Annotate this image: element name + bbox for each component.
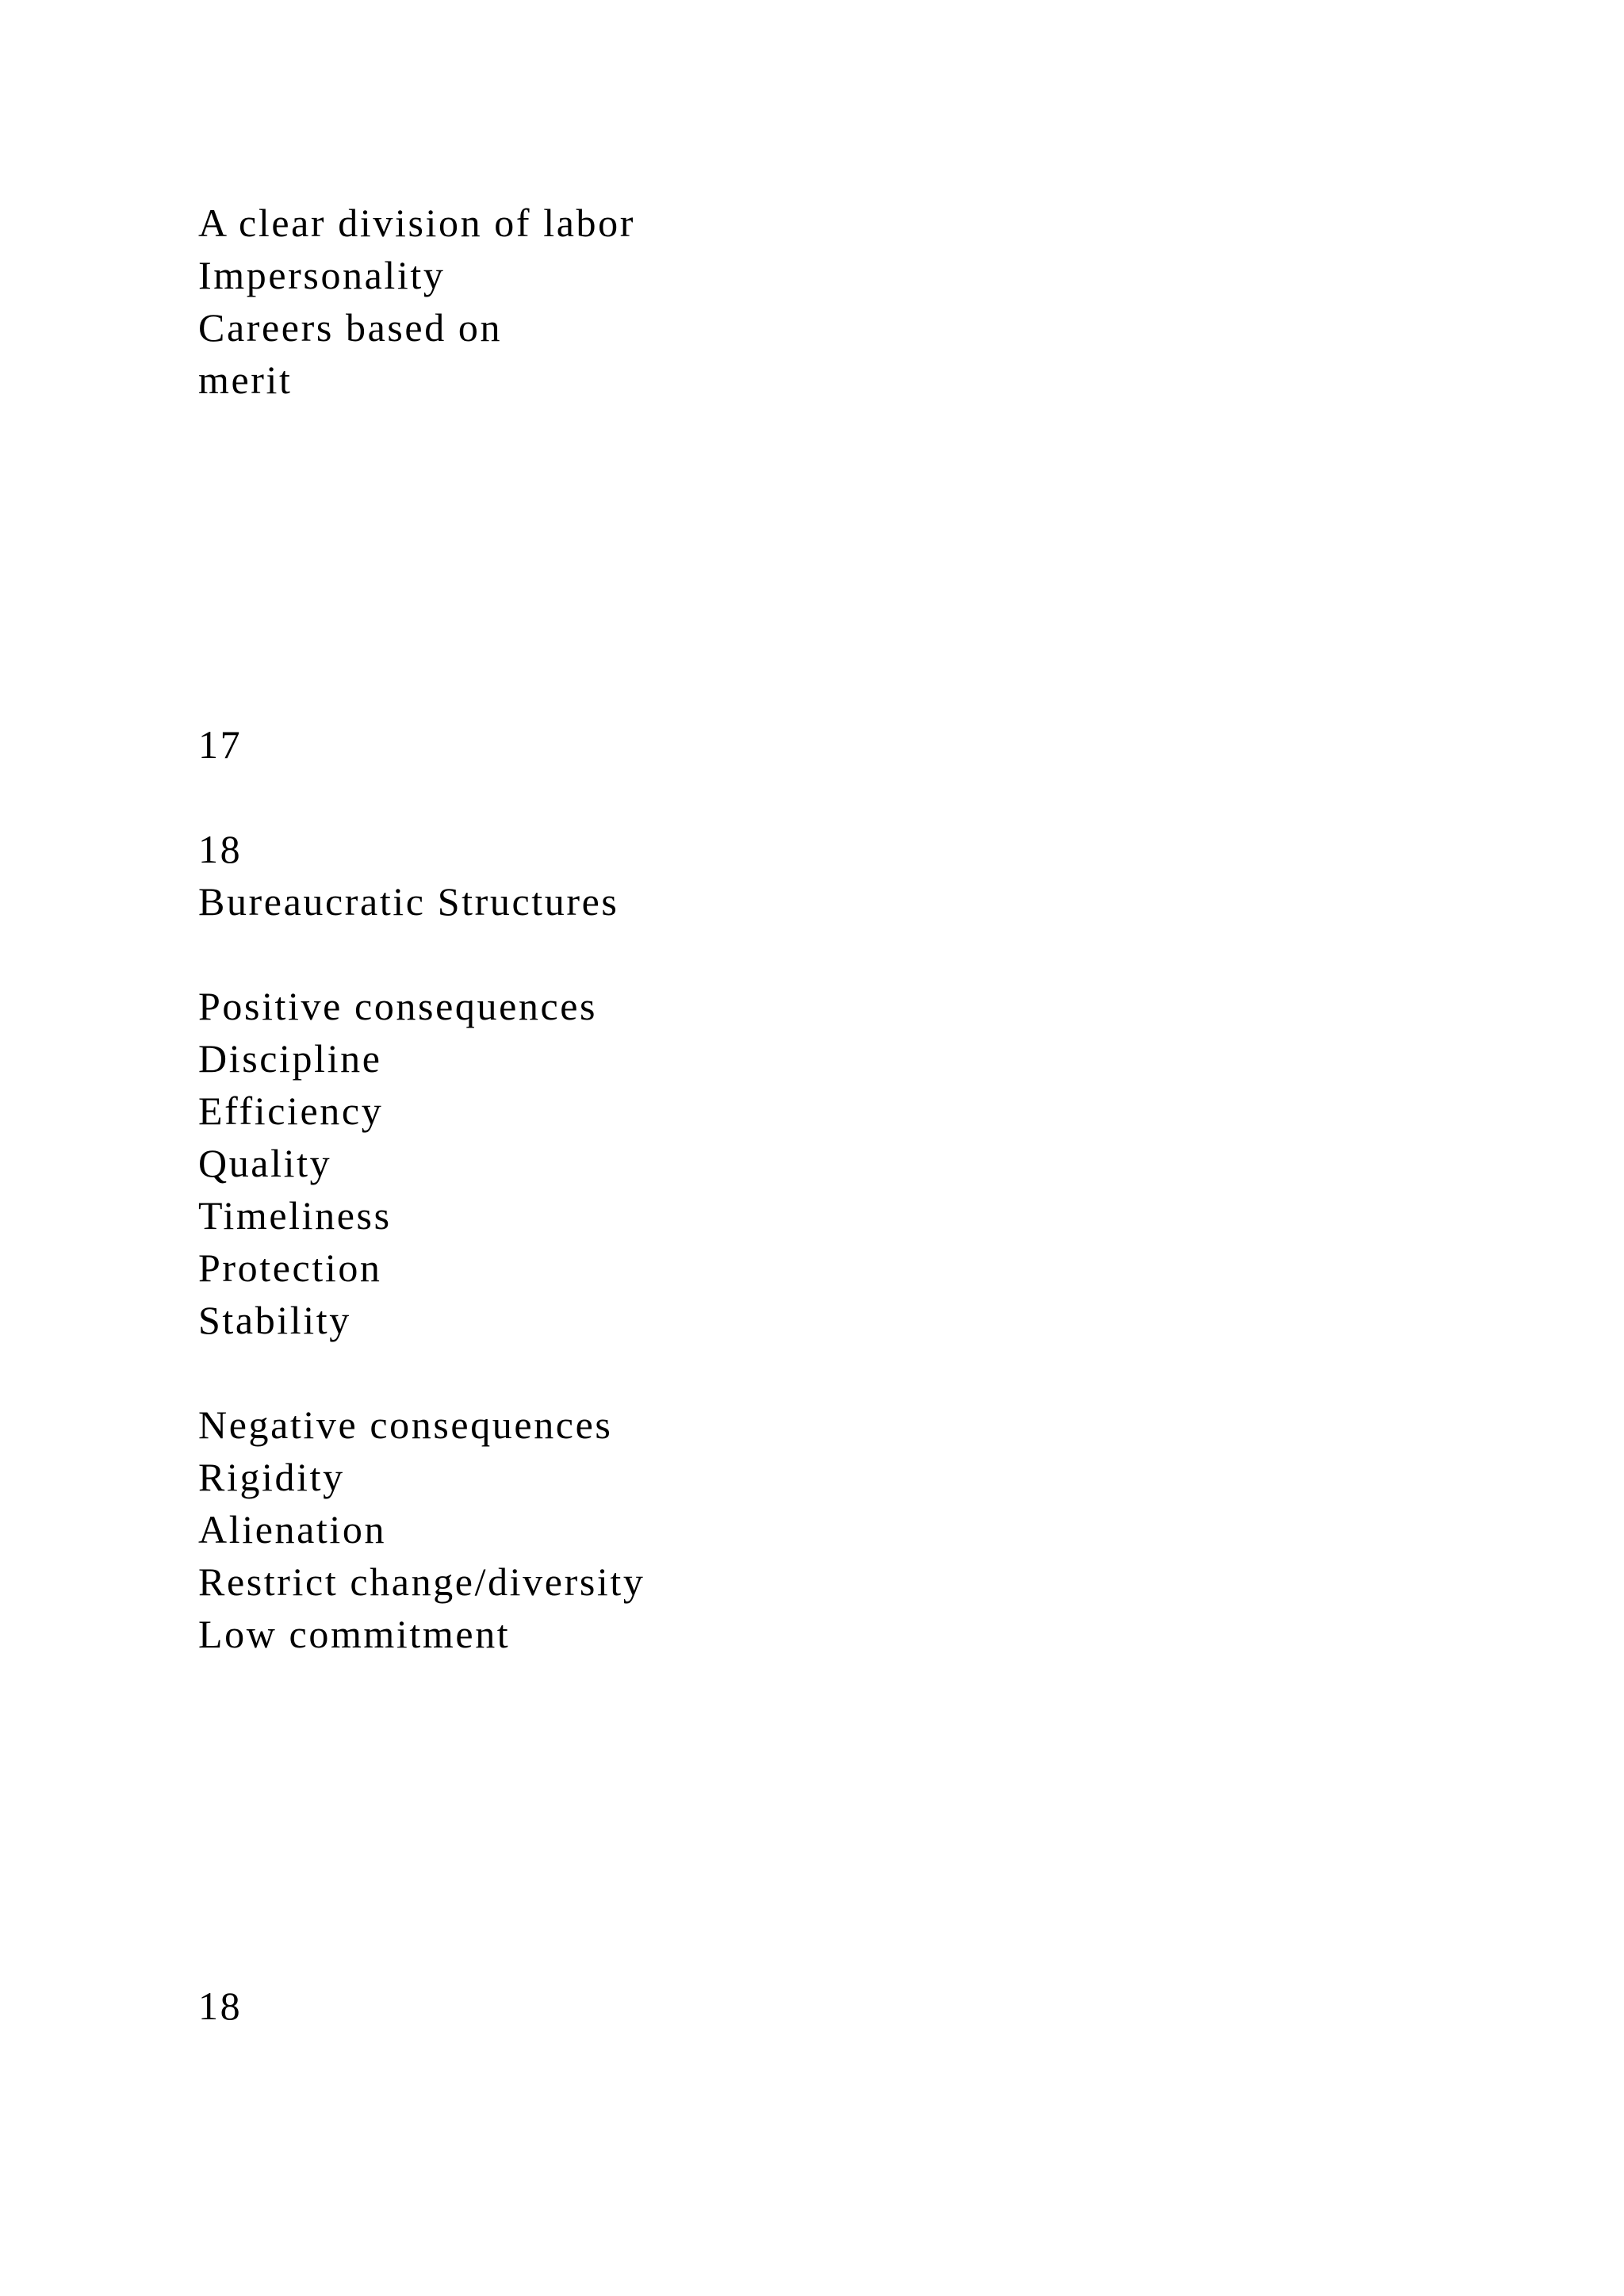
- slide-content: [198, 823, 645, 1660]
- list-item: merit: [198, 358, 293, 402]
- negative-heading: Negative consequences: [198, 1402, 613, 1447]
- positive-heading: Positive consequences: [198, 984, 598, 1028]
- list-item: Restrict change/diversity: [198, 1559, 645, 1604]
- list-item: Timeliness: [198, 1193, 392, 1238]
- list-item: Quality: [198, 1141, 332, 1185]
- page-number: 18: [198, 1984, 243, 2028]
- list-item: A clear division of labor: [198, 201, 635, 245]
- list-item: Discipline: [198, 1036, 382, 1081]
- page-number: 17: [198, 722, 243, 767]
- slide-number: 18: [198, 827, 243, 871]
- slide-title: Bureaucratic Structures: [198, 879, 619, 924]
- list-item: Rigidity: [198, 1455, 345, 1499]
- list-item: Careers based on: [198, 305, 503, 350]
- list-item: Impersonality: [198, 253, 446, 297]
- spacer: [198, 1346, 645, 1399]
- spacer: [198, 928, 645, 980]
- list-item: Protection: [198, 1246, 382, 1290]
- list-item: Stability: [198, 1298, 351, 1342]
- bureaucracy-characteristics-list: [198, 197, 635, 406]
- list-item: Low commitment: [198, 1612, 511, 1656]
- list-item: Efficiency: [198, 1089, 384, 1133]
- list-item: Alienation: [198, 1507, 387, 1552]
